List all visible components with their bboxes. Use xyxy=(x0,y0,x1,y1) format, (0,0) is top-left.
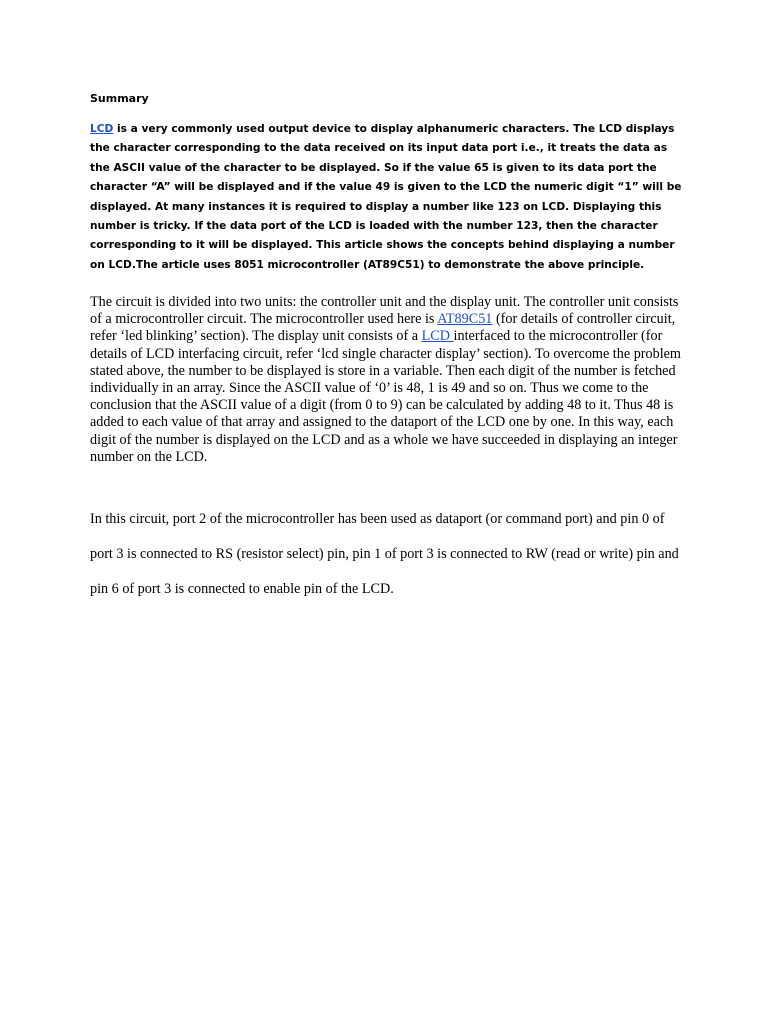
paragraph1-text-part3: interfaced to the microcontroller (for details of LCD interfacing circuit, refer ‘lcd single character display’ section). To overcome the problem stated above, the number to be displayed is store in a variable. Then each digit of the number is fetched individually in an array. Since the ASCII value of ‘0’ is 48, 1 is 49 and so on. Thus we come to the conclusion that the ASCII value of a digit (from 0 to 9) can be calculated by adding 48 to it. Thus 48 is added to each value of that array and assigned to the dataport of the LCD one by one. In this way, each digit of the number is displayed on the LCD and as a whole we have succeeded in displaying an integer number on the LCD. xyxy=(90,328,681,465)
lcd-link[interactable]: LCD xyxy=(90,123,114,135)
circuit-description-paragraph xyxy=(90,294,686,466)
paragraph1-text-part1: The circuit is divided into two units: the controller unit and the display unit. The controller unit consists of a microcontroller circuit. The microcontroller used here is xyxy=(90,294,679,328)
port-connection-paragraph: In this circuit, port 2 of the microcontroller has been used as dataport (or command port) and pin 0 of port 3 is connected to RS (resistor select) pin, pin 1 of port 3 is connected to RW (read or write) pin and pin 6 of port 3 is connected to enable pin of the LCD. xyxy=(90,511,679,598)
summary-heading: Summary xyxy=(90,92,149,105)
at89c51-link[interactable]: AT89C51 xyxy=(437,311,493,328)
summary-paragraph xyxy=(90,120,686,275)
paragraph1-text-part2: (for details of controller circuit, refer ‘led blinking’ section). The display unit consists of a xyxy=(90,311,676,345)
lcd-inline-link[interactable]: LCD xyxy=(421,328,454,345)
summary-text: is a very commonly used output device to display alphanumeric characters. The LCD displays the character corresponding to the data received on its input data port i.e., it treats the data as the ASCII value of the character to be displayed. So if the value 65 is given to its data port the character “A” will be displayed and if the value 49 is given to the LCD the numeric digit “1” will be displayed. At many instances it is required to display a number like 123 on LCD. Displaying this number is tricky. If the data port of the LCD is loaded with the number 123, then the character corresponding to it will be displayed. This article shows the concepts behind displaying a number on LCD.The article uses 8051 microcontroller (AT89C51) to demonstrate the above principle. xyxy=(90,123,682,271)
